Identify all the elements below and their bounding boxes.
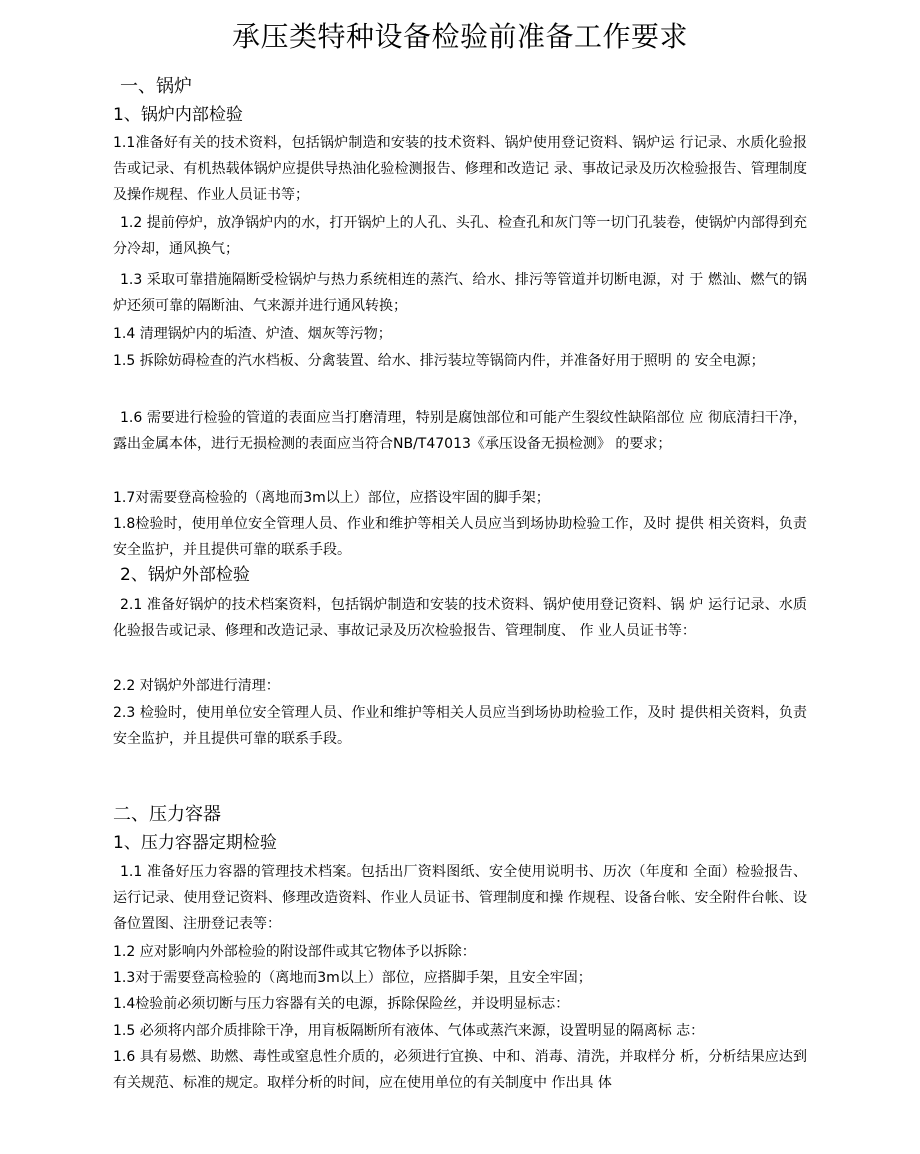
paragraph-2-3: 2.3 检验时，使用单位安全管理人员、作业和维护等相关人员应当到场协助检验工作，及时 提供相关资料，负责安全监护，并且提供可靠的联系手段。 bbox=[113, 705, 807, 747]
paragraph-1-4: 1.4 清理锅炉内的垢渣、炉渣、烟灰等污物； bbox=[113, 326, 392, 342]
document-title: 承压类特种设备检验前准备工作要求 bbox=[231, 20, 688, 53]
paragraph-pv-1-2: 1.2 应对影响内外部检验的附设部件或其它物体予以拆除： bbox=[113, 944, 476, 960]
paragraph-pv-1-3: 1.3对于需要登高检验的（离地而3m以上）部位，应搭脚手架，且安全牢固； bbox=[113, 970, 592, 986]
paragraph-1-6: 1.6 需要进行检验的管道的表面应当打磨清理，特别是腐蚀部位和可能产生裂纹性缺陷部位 应 彻底清扫干净，露出金属本体，进行无损检测的表面应当符合NB/T47013《承压设备无损检测》 的要求； bbox=[113, 410, 807, 452]
paragraph-1-3: 1.3 采取可靠措施隔断受检锅炉与热力系统相连的蒸汽、给水、排污等管道并切断电源，对 于 燃汕、燃气的锅炉还须可靠的隔断油、气来源并进行通风转换； bbox=[113, 272, 807, 314]
paragraph-1-5: 1.5 拆除妨碍检查的汽水档板、分禽装置、给水、排污装垃等锅筒内件，并准备好用于照明 的 安全电源； bbox=[113, 353, 765, 369]
paragraph-2-2: 2.2 对锅炉外部进行清理： bbox=[113, 678, 280, 694]
paragraph-pv-1-4: 1.4检验前必须切断与压力容器有关的电源，拆除保险丝，并设明显标志： bbox=[113, 996, 570, 1012]
paragraph-1-7: 1.7对需要登高检验的（离地而3m以上）部位，应搭设牢固的脚手架； bbox=[113, 490, 550, 506]
paragraph-pv-1-6: 1.6 具有易燃、助燃、毒性或窒息性介质的，必须进行宜换、中和、消毒、清洗，并取样分 析，分析结果应达到有关规范、标准的规定。取样分析的时间，应在使用单位的有关制度中 作出具 体 bbox=[113, 1049, 807, 1091]
subsection-heading-boiler-internal: 1、锅炉内部检验 bbox=[113, 105, 243, 125]
paragraph-pv-1-1: 1.1 准备好压力容器的管理技术档案。包括出厂资料图纸、安全使用说明书、历次（年度和 全面）检验报告、运行记录、使用登记资料、修理改造资料、作业人员证书、管理制度和操 作规程、设备台帐、安全附件台帐、设备位置图、注册登记表等： bbox=[113, 864, 807, 932]
paragraph-1-8: 1.8检验时，使用单位安全管理人员、作业和维护等相关人员应当到场协助检验工作，及时 提供 相关资料，负责安全监护，并且提供可靠的联系手段。 bbox=[113, 516, 807, 558]
paragraph-2-1: 2.1 准备好锅炉的技术档案资料，包括锅炉制造和安装的技术资料、锅炉使用登记资料、锅 炉 运行记录、水质化验报告或记录、修理和改造记录、事故记录及历次检验报告、管理制度、 作 业人员证书等： bbox=[113, 597, 807, 639]
paragraph-1-1: 1.1准备好有关的技术资料，包括锅炉制造和安装的技术资料、锅炉使用登记资料、锅炉运 行记录、水质化验报告或记录、有机热载体锅炉应提供导热油化验检测报告、修理和改造记 录、事故记录及历次检验报告、管理制度及操作规程、作业人员证书等； bbox=[113, 135, 807, 203]
subsection-heading-pressure-vessel-periodic: 1、压力容器定期检验 bbox=[113, 833, 277, 853]
subsection-heading-boiler-external: 2、锅炉外部检验 bbox=[120, 565, 250, 585]
section-heading-pressure-vessel: 二、压力容器 bbox=[113, 804, 221, 825]
paragraph-1-2: 1.2 提前停炉，放净锅炉内的水，打开锅炉上的人孔、头孔、检查孔和灰门等一切门孔装卷，使锅炉内部得到充分冷却，通风换气； bbox=[113, 215, 807, 257]
section-heading-boiler: 一、锅炉 bbox=[120, 76, 192, 97]
paragraph-pv-1-5: 1.5 必须将内部介质排除干净，用肓板隔断所有液体、气体或蒸汽来源，设置明显的隔离标 志： bbox=[113, 1023, 705, 1039]
